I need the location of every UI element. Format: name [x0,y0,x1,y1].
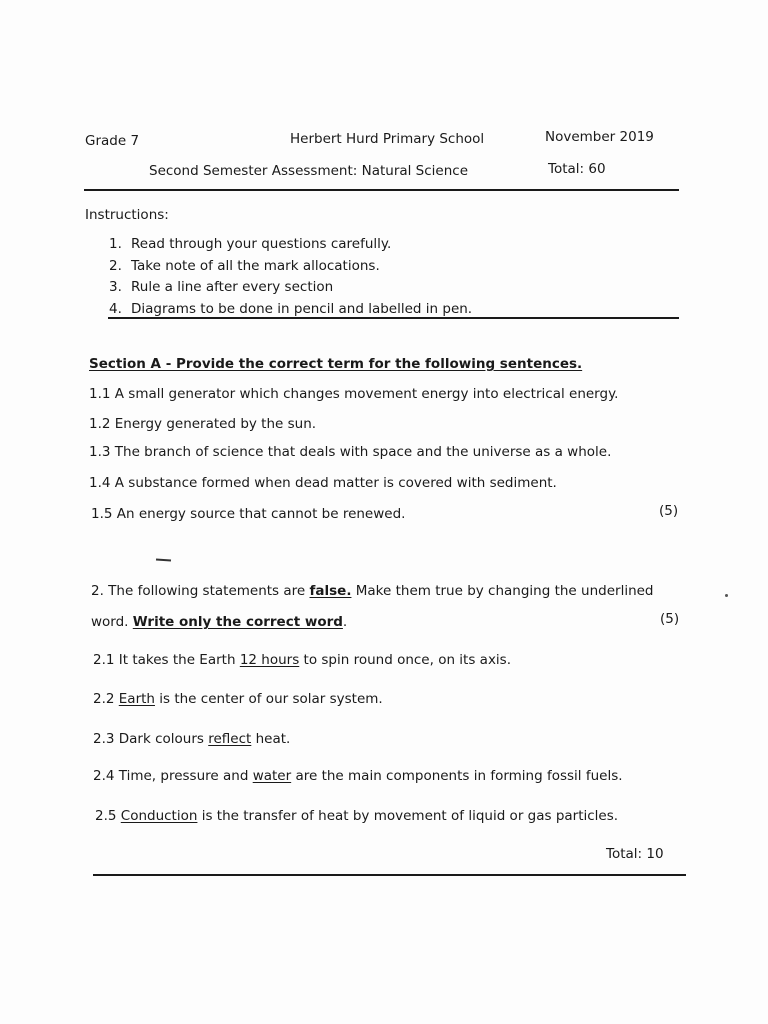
intro-text: . [342,614,348,630]
pen-mark [156,558,171,561]
assessment-title: Second Semester Assessment: Natural Science [149,163,469,179]
section-a-marks: (5) [659,503,679,519]
item-text: to spin round once, on its axis. [299,652,512,668]
instruction-number: 1. [109,236,122,252]
instructions-divider [108,317,679,319]
instruction-item: Take note of all the mark allocations. [131,258,380,274]
question-2-item [93,768,623,784]
item-text: 2.2 [93,691,119,707]
item-text: 2.5 [95,808,121,824]
instruction-number: 3. [109,279,122,295]
grade-label: Grade 7 [85,133,140,149]
underlined-word: reflect [208,731,252,747]
intro-text: word. [91,614,133,630]
underlined-word: Earth [118,691,155,707]
instruction-item: Read through your questions carefully. [131,236,392,252]
section-a-question: 1.5 An energy source that cannot be renewed. [91,506,406,522]
instructions-heading: Instructions: [85,207,169,223]
question-2-intro [91,583,654,599]
section-a-heading: Section A - Provide the correct term for the following sentences. [89,356,583,372]
underlined-word: Conduction [120,808,198,824]
question-2-instruction [91,614,347,630]
question-2-item [93,691,383,707]
section-a-question: 1.2 Energy generated by the sun. [89,416,317,432]
total-marks: Total: 60 [548,161,606,177]
question-2-item [95,808,618,824]
item-text: is the center of our solar system. [154,691,383,707]
intro-text: 2. The following statements are [91,583,310,599]
section-a-question: 1.3 The branch of science that deals with space and the universe as a whole. [89,444,612,460]
section-end-divider [93,874,686,876]
instruction-item: Rule a line after every section [131,279,334,295]
section-total: Total: 10 [606,846,664,862]
header-divider [84,189,679,191]
school-name: Herbert Hurd Primary School [290,131,485,147]
instruction-item: Diagrams to be done in pencil and labelled in pen. [131,301,473,317]
instruction-number: 2. [109,258,122,274]
dust-speck [725,594,728,597]
item-text: is the transfer of heat by movement of liquid or gas particles. [197,808,619,824]
write-only-instruction: Write only the correct word [132,614,343,630]
question-2-marks: (5) [660,611,680,627]
question-2-item [93,731,290,747]
underlined-word: 12 hours [239,652,300,668]
item-text: 2.1 It takes the Earth [93,652,240,668]
item-text: 2.3 Dark colours [93,731,209,747]
question-2-item [93,652,511,668]
false-keyword: false. [309,583,352,599]
assessment-date: November 2019 [545,129,654,145]
item-text: heat. [251,731,291,747]
item-text: are the main components in forming fossil fuels. [291,768,623,784]
item-text: 2.4 Time, pressure and [93,768,253,784]
intro-text: Make them true by changing the underlined [351,583,654,599]
section-a-question: 1.1 A small generator which changes movement energy into electrical energy. [89,386,619,402]
instruction-number: 4. [109,301,122,317]
underlined-word: water [252,768,292,784]
section-a-question: 1.4 A substance formed when dead matter is covered with sediment. [89,475,557,491]
